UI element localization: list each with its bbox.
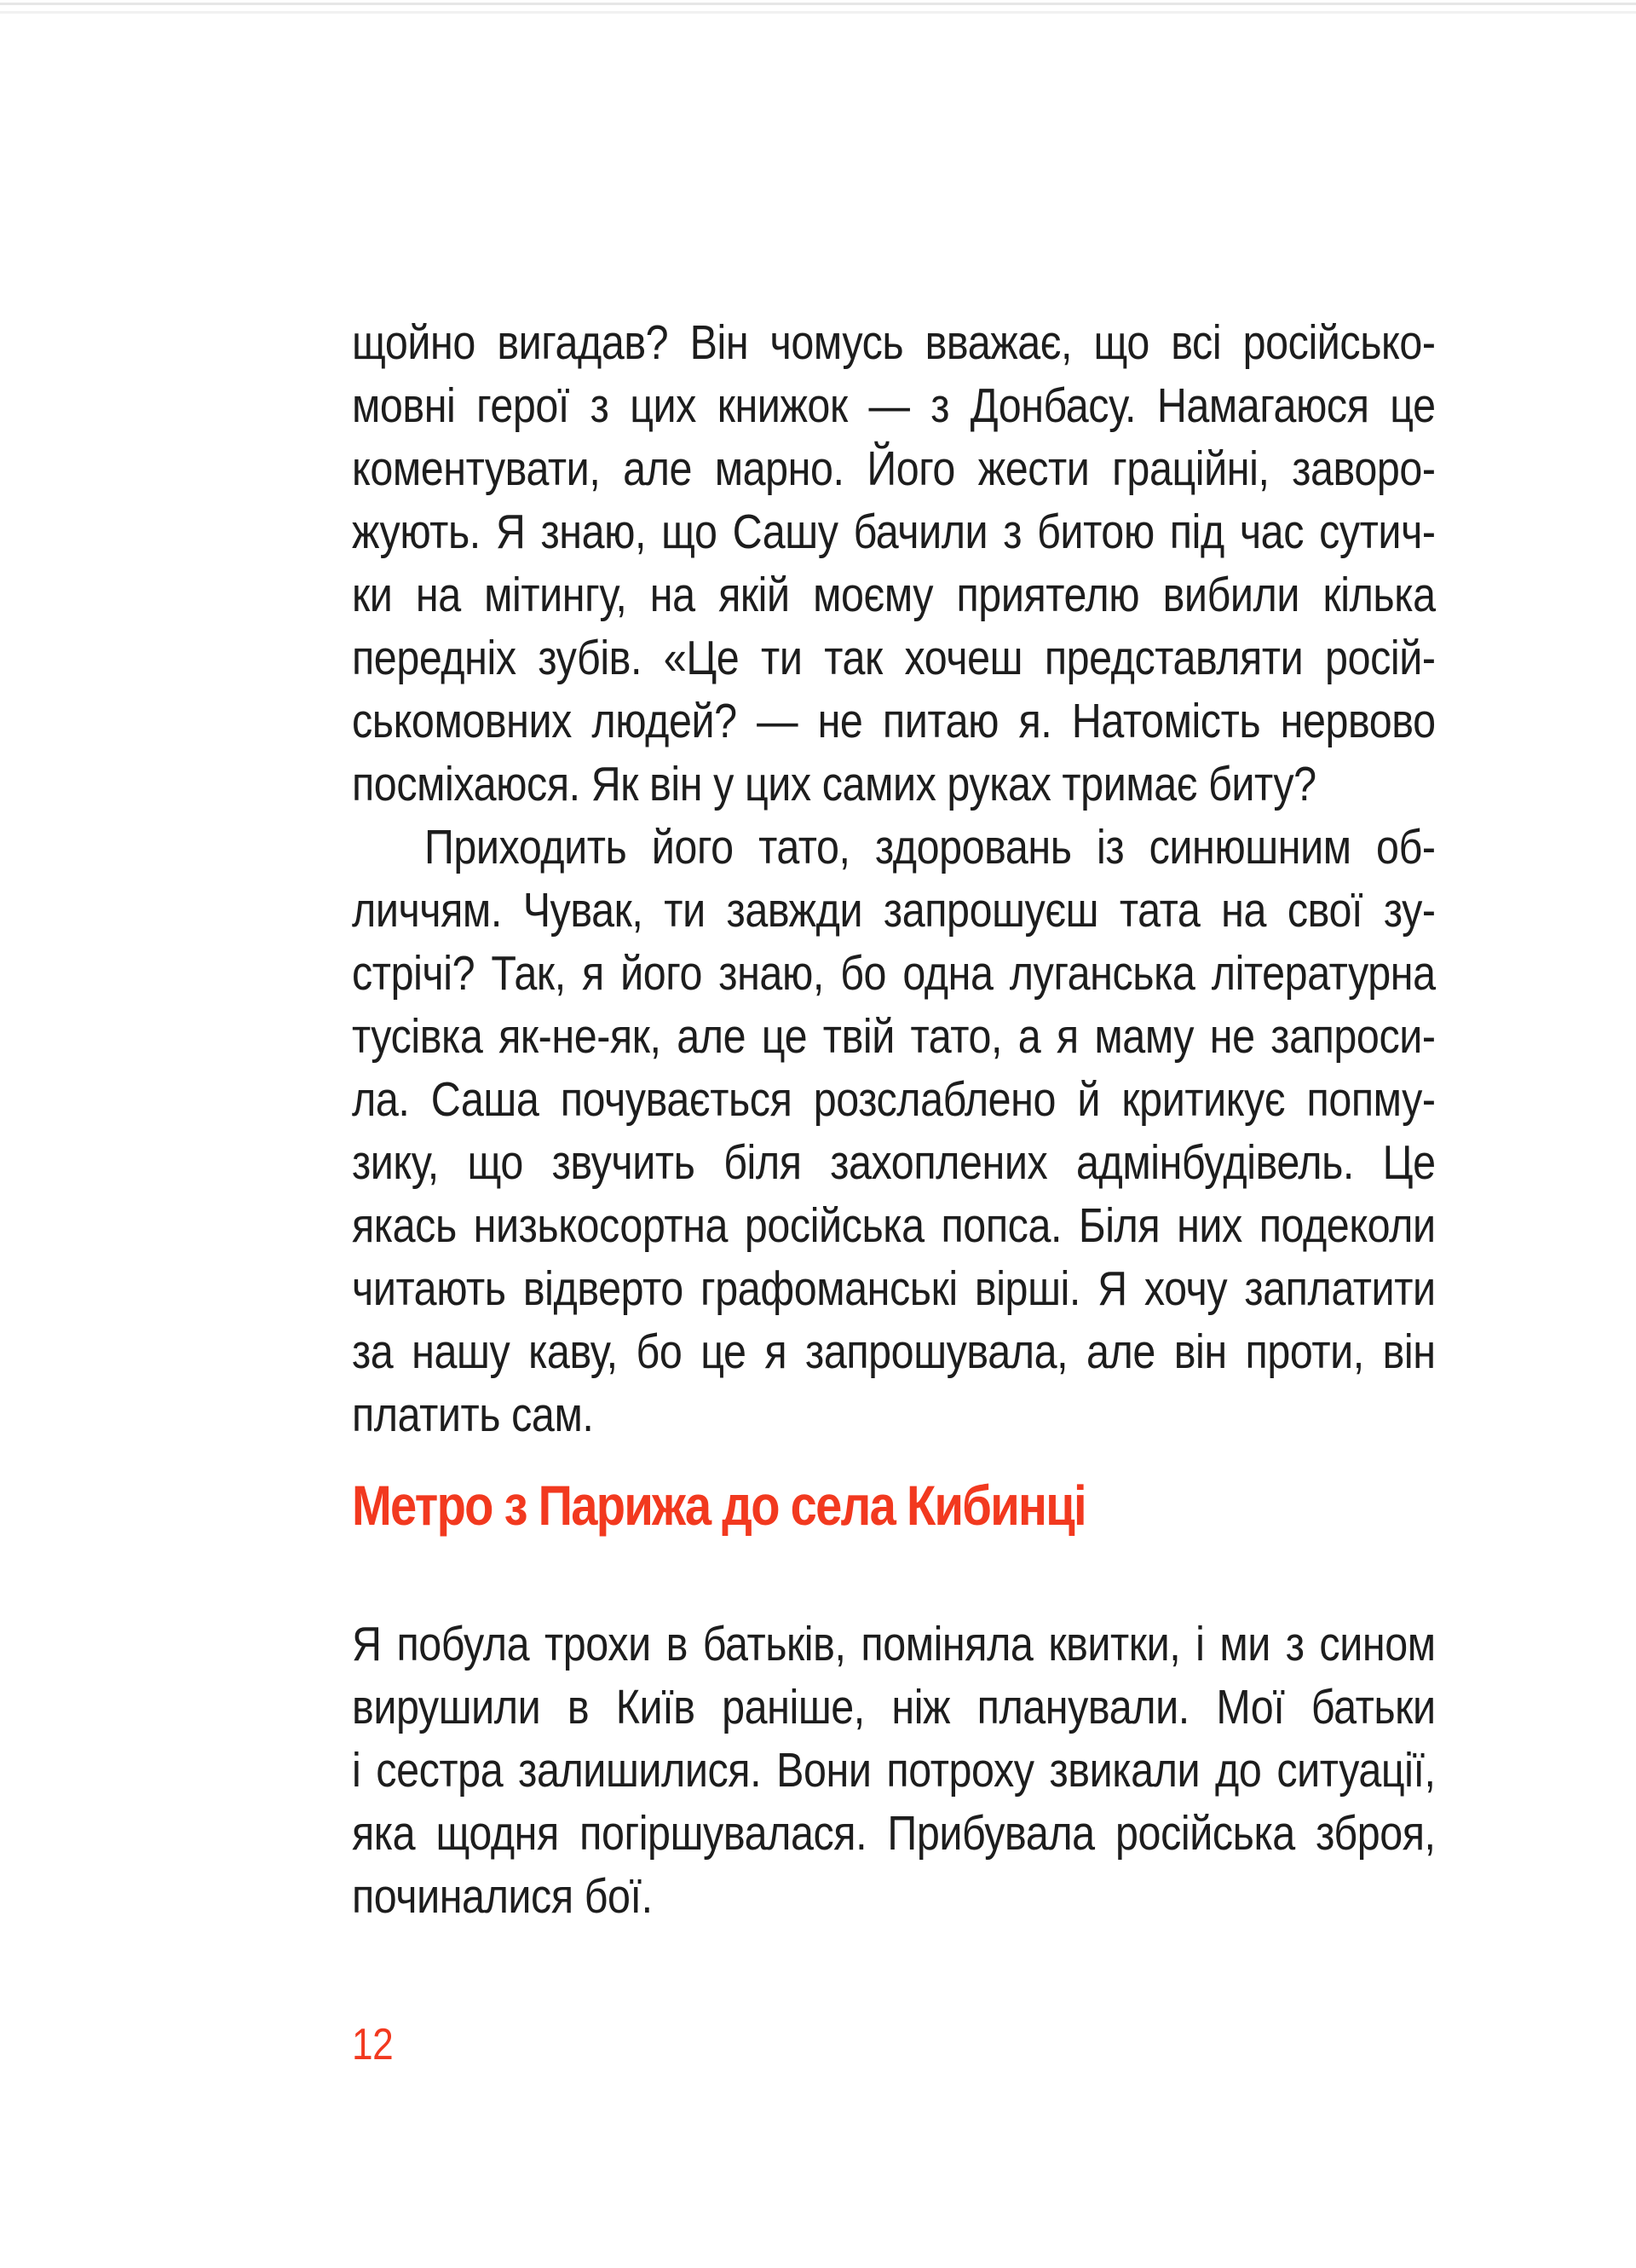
text-line: читають відверто графоманські вірші. Я хочу заплатити	[352, 1261, 1436, 1316]
page-number: 12	[352, 2020, 394, 2069]
text-line: ки на мітингу, на якій моєму приятелю вибили кілька	[352, 568, 1436, 622]
text-line: мовні герої з цих книжок — з Донбасу. Намагаюся це	[352, 378, 1436, 433]
paragraph	[352, 1613, 1436, 1928]
text-line: починалися бої.	[352, 1869, 653, 1924]
paragraph	[352, 311, 1436, 816]
text-line: стрічі? Так, я його знаю, бо одна луганська літературна	[352, 946, 1436, 1001]
text-line: личчям. Чувак, ти завжди запрошуєш тата на свої зу-	[352, 883, 1436, 938]
text-line: щойно вигадав? Він чомусь вважає, що всі російсько-	[352, 315, 1436, 370]
text-line: платить сам.	[352, 1388, 594, 1442]
text-line: жують. Я знаю, що Сашу бачили з битою під час сутич-	[352, 505, 1436, 559]
text-line: і сестра залишилися. Вони потроху звикали до ситуації,	[352, 1743, 1436, 1798]
text-line: якась низькосортна російська попса. Біля них подеколи	[352, 1198, 1436, 1253]
text-line: Приходить його тато, здоровань із синюшним об-	[424, 820, 1436, 874]
text-line: тусівка як-не-як, але це твій тато, а я маму не запроси-	[352, 1009, 1436, 1064]
text-line: яка щодня погіршувалася. Прибувала російська зброя,	[352, 1806, 1436, 1861]
paragraph	[352, 816, 1436, 1446]
text-line: зику, що звучить біля захоплених адмінбудівель. Це	[352, 1135, 1436, 1190]
section-heading: Метро з Парижа до села Кибинці	[352, 1474, 1086, 1537]
text-blocks	[352, 311, 1436, 1928]
text-line: за нашу каву, бо це я запрошувала, але він проти, він	[352, 1324, 1436, 1379]
text-line: вирушили в Київ раніше, ніж планували. Мої батьки	[352, 1680, 1436, 1734]
text-line: Я побула трохи в батьків, поміняла квитки, і ми з сином	[352, 1617, 1436, 1671]
text-line: ла. Саша почувається розслаблено й критикує попму-	[352, 1072, 1436, 1127]
text-line: ськомовних людей? — не питаю я. Натомість нервово	[352, 694, 1436, 748]
page-content	[352, 311, 1436, 2076]
text-line: передніх зубів. «Це ти так хочеш представляти росій-	[352, 631, 1436, 685]
text-line: посміхаюся. Як він у цих самих руках тримає биту?	[352, 757, 1316, 811]
page-top-edge-line	[0, 3, 1636, 5]
page-top-edge-line-2	[0, 11, 1636, 14]
text-line: коментувати, але марно. Його жести граційні, заворо-	[352, 441, 1436, 496]
